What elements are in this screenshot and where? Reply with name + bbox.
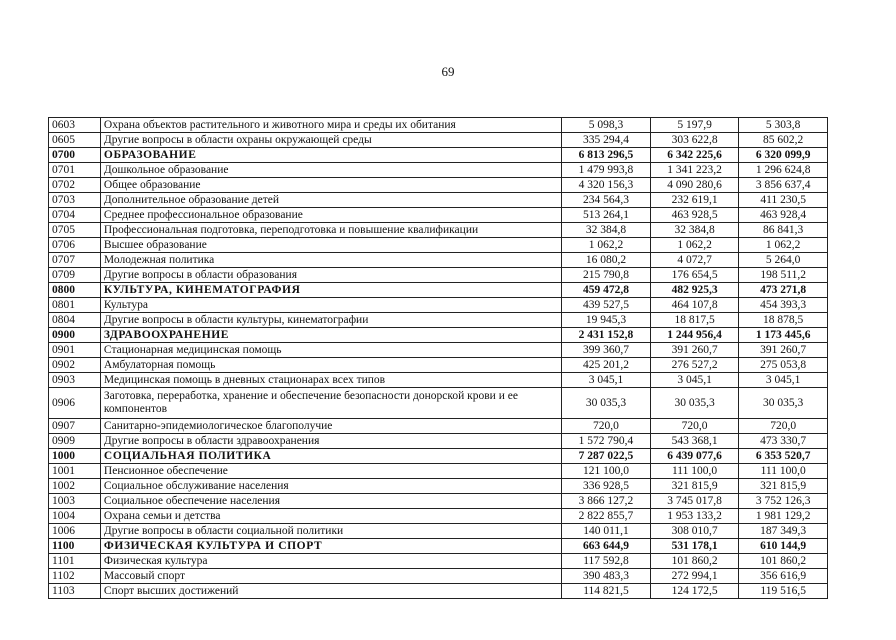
table-row	[49, 268, 828, 283]
name-cell: Санитарно-эпидемиологическое благополучие	[100, 419, 561, 434]
table-row	[49, 283, 828, 298]
value-cell-1: 459 472,8	[562, 283, 651, 298]
value-cell-1: 3 866 127,2	[562, 494, 651, 509]
code-cell: 0704	[49, 208, 101, 223]
value-cell-3: 1 296 624,8	[739, 163, 828, 178]
name-cell: Другие вопросы в области образования	[100, 268, 561, 283]
code-cell: 0605	[49, 133, 101, 148]
table-row	[49, 178, 828, 193]
name-cell: Охрана объектов растительного и животного мира и среды их обитания	[100, 118, 561, 133]
table-row	[49, 193, 828, 208]
value-cell-3: 5 264,0	[739, 253, 828, 268]
value-cell-2: 463 928,5	[650, 208, 739, 223]
name-cell: Стационарная медицинская помощь	[100, 343, 561, 358]
table-row	[49, 509, 828, 524]
table-row	[49, 434, 828, 449]
name-cell: Среднее профессиональное образование	[100, 208, 561, 223]
table-row	[49, 253, 828, 268]
value-cell-2: 303 622,8	[650, 133, 739, 148]
value-cell-2: 101 860,2	[650, 554, 739, 569]
value-cell-2: 272 994,1	[650, 569, 739, 584]
code-cell: 1004	[49, 509, 101, 524]
value-cell-1: 114 821,5	[562, 584, 651, 599]
value-cell-1: 3 045,1	[562, 373, 651, 388]
code-cell: 1006	[49, 524, 101, 539]
value-cell-2: 30 035,3	[650, 388, 739, 419]
name-cell: ОБРАЗОВАНИЕ	[100, 148, 561, 163]
value-cell-1: 215 790,8	[562, 268, 651, 283]
code-cell: 0907	[49, 419, 101, 434]
table-row	[49, 328, 828, 343]
name-cell: Пенсионное обеспечение	[100, 464, 561, 479]
code-cell: 1001	[49, 464, 101, 479]
name-cell: Культура	[100, 298, 561, 313]
table-row	[49, 449, 828, 464]
table-row	[49, 494, 828, 509]
value-cell-3: 3 752 126,3	[739, 494, 828, 509]
value-cell-2: 1 244 956,4	[650, 328, 739, 343]
value-cell-3: 3 045,1	[739, 373, 828, 388]
code-cell: 0603	[49, 118, 101, 133]
name-cell: Спорт высших достижений	[100, 584, 561, 599]
code-cell: 0804	[49, 313, 101, 328]
value-cell-2: 1 062,2	[650, 238, 739, 253]
table-row	[49, 584, 828, 599]
value-cell-1: 30 035,3	[562, 388, 651, 419]
code-cell: 0903	[49, 373, 101, 388]
value-cell-2: 6 439 077,6	[650, 449, 739, 464]
table-row	[49, 133, 828, 148]
value-cell-1: 5 098,3	[562, 118, 651, 133]
value-cell-2: 482 925,3	[650, 283, 739, 298]
value-cell-3: 610 144,9	[739, 539, 828, 554]
value-cell-3: 356 616,9	[739, 569, 828, 584]
name-cell: СОЦИАЛЬНАЯ ПОЛИТИКА	[100, 449, 561, 464]
code-cell: 1102	[49, 569, 101, 584]
value-cell-1: 6 813 296,5	[562, 148, 651, 163]
value-cell-1: 399 360,7	[562, 343, 651, 358]
value-cell-1: 513 264,1	[562, 208, 651, 223]
code-cell: 0706	[49, 238, 101, 253]
name-cell: Другие вопросы в области охраны окружающей среды	[100, 133, 561, 148]
value-cell-2: 6 342 225,6	[650, 148, 739, 163]
value-cell-3: 411 230,5	[739, 193, 828, 208]
value-cell-1: 336 928,5	[562, 479, 651, 494]
name-cell: Дополнительное образование детей	[100, 193, 561, 208]
value-cell-3: 101 860,2	[739, 554, 828, 569]
value-cell-3: 473 271,8	[739, 283, 828, 298]
code-cell: 1003	[49, 494, 101, 509]
name-cell: Общее образование	[100, 178, 561, 193]
value-cell-3: 111 100,0	[739, 464, 828, 479]
table-row	[49, 148, 828, 163]
value-cell-2: 4 090 280,6	[650, 178, 739, 193]
value-cell-2: 3 045,1	[650, 373, 739, 388]
table-row	[49, 298, 828, 313]
name-cell: Другие вопросы в области социальной политики	[100, 524, 561, 539]
value-cell-2: 124 172,5	[650, 584, 739, 599]
value-cell-1: 390 483,3	[562, 569, 651, 584]
name-cell: Другие вопросы в области здравоохранения	[100, 434, 561, 449]
value-cell-3: 275 053,8	[739, 358, 828, 373]
value-cell-3: 119 516,5	[739, 584, 828, 599]
table-row	[49, 524, 828, 539]
code-cell: 0900	[49, 328, 101, 343]
table-row	[49, 464, 828, 479]
value-cell-1: 117 592,8	[562, 554, 651, 569]
table-row	[49, 479, 828, 494]
value-cell-1: 335 294,4	[562, 133, 651, 148]
value-cell-3: 1 981 129,2	[739, 509, 828, 524]
name-cell: Социальное обеспечение населения	[100, 494, 561, 509]
table-row	[49, 358, 828, 373]
value-cell-2: 531 178,1	[650, 539, 739, 554]
table-row	[49, 238, 828, 253]
value-cell-1: 19 945,3	[562, 313, 651, 328]
code-cell: 0700	[49, 148, 101, 163]
value-cell-2: 18 817,5	[650, 313, 739, 328]
value-cell-2: 4 072,7	[650, 253, 739, 268]
value-cell-2: 308 010,7	[650, 524, 739, 539]
code-cell: 1000	[49, 449, 101, 464]
code-cell: 0901	[49, 343, 101, 358]
value-cell-2: 3 745 017,8	[650, 494, 739, 509]
name-cell: Заготовка, переработка, хранение и обеспечение безопасности донорской крови и ее компонентов	[100, 388, 561, 419]
value-cell-1: 2 431 152,8	[562, 328, 651, 343]
table-row	[49, 569, 828, 584]
name-cell: Дошкольное образование	[100, 163, 561, 178]
budget-table	[48, 117, 828, 599]
value-cell-1: 234 564,3	[562, 193, 651, 208]
name-cell: Молодежная политика	[100, 253, 561, 268]
value-cell-2: 720,0	[650, 419, 739, 434]
value-cell-2: 232 619,1	[650, 193, 739, 208]
value-cell-3: 1 173 445,6	[739, 328, 828, 343]
value-cell-2: 464 107,8	[650, 298, 739, 313]
code-cell: 0702	[49, 178, 101, 193]
code-cell: 0902	[49, 358, 101, 373]
code-cell: 1101	[49, 554, 101, 569]
value-cell-1: 1 062,2	[562, 238, 651, 253]
value-cell-3: 198 511,2	[739, 268, 828, 283]
value-cell-3: 5 303,8	[739, 118, 828, 133]
name-cell: Охрана семьи и детства	[100, 509, 561, 524]
code-cell: 0701	[49, 163, 101, 178]
code-cell: 0705	[49, 223, 101, 238]
value-cell-2: 32 384,8	[650, 223, 739, 238]
code-cell: 0801	[49, 298, 101, 313]
table-row	[49, 208, 828, 223]
value-cell-3: 321 815,9	[739, 479, 828, 494]
value-cell-2: 543 368,1	[650, 434, 739, 449]
value-cell-3: 454 393,3	[739, 298, 828, 313]
value-cell-3: 3 856 637,4	[739, 178, 828, 193]
value-cell-3: 6 353 520,7	[739, 449, 828, 464]
code-cell: 0707	[49, 253, 101, 268]
value-cell-1: 439 527,5	[562, 298, 651, 313]
table-row	[49, 388, 828, 419]
name-cell: Профессиональная подготовка, переподготовка и повышение квалификации	[100, 223, 561, 238]
name-cell: Медицинская помощь в дневных стационарах всех типов	[100, 373, 561, 388]
value-cell-1: 663 644,9	[562, 539, 651, 554]
value-cell-3: 30 035,3	[739, 388, 828, 419]
value-cell-3: 463 928,4	[739, 208, 828, 223]
name-cell: Амбулаторная помощь	[100, 358, 561, 373]
name-cell: Социальное обслуживание населения	[100, 479, 561, 494]
value-cell-2: 1 341 223,2	[650, 163, 739, 178]
budget-table-body	[49, 118, 828, 599]
value-cell-3: 1 062,2	[739, 238, 828, 253]
code-cell: 0909	[49, 434, 101, 449]
value-cell-2: 1 953 133,2	[650, 509, 739, 524]
value-cell-1: 720,0	[562, 419, 651, 434]
value-cell-1: 425 201,2	[562, 358, 651, 373]
value-cell-3: 85 602,2	[739, 133, 828, 148]
name-cell: ЗДРАВООХРАНЕНИЕ	[100, 328, 561, 343]
code-cell: 1002	[49, 479, 101, 494]
table-row	[49, 118, 828, 133]
value-cell-1: 121 100,0	[562, 464, 651, 479]
value-cell-2: 391 260,7	[650, 343, 739, 358]
value-cell-3: 18 878,5	[739, 313, 828, 328]
value-cell-2: 276 527,2	[650, 358, 739, 373]
code-cell: 1103	[49, 584, 101, 599]
value-cell-1: 16 080,2	[562, 253, 651, 268]
table-row	[49, 163, 828, 178]
name-cell: КУЛЬТУРА, КИНЕМАТОГРАФИЯ	[100, 283, 561, 298]
value-cell-3: 391 260,7	[739, 343, 828, 358]
name-cell: Массовый спорт	[100, 569, 561, 584]
value-cell-3: 86 841,3	[739, 223, 828, 238]
table-row	[49, 373, 828, 388]
code-cell: 0800	[49, 283, 101, 298]
name-cell: Физическая культура	[100, 554, 561, 569]
value-cell-3: 187 349,3	[739, 524, 828, 539]
value-cell-3: 6 320 099,9	[739, 148, 828, 163]
value-cell-3: 473 330,7	[739, 434, 828, 449]
table-row	[49, 539, 828, 554]
page-number: 69	[441, 64, 455, 79]
value-cell-3: 720,0	[739, 419, 828, 434]
value-cell-2: 5 197,9	[650, 118, 739, 133]
value-cell-2: 111 100,0	[650, 464, 739, 479]
code-cell: 0703	[49, 193, 101, 208]
table-row	[49, 419, 828, 434]
code-cell: 1100	[49, 539, 101, 554]
value-cell-1: 1 572 790,4	[562, 434, 651, 449]
table-row	[49, 223, 828, 238]
value-cell-1: 140 011,1	[562, 524, 651, 539]
value-cell-1: 1 479 993,8	[562, 163, 651, 178]
value-cell-1: 4 320 156,3	[562, 178, 651, 193]
table-row	[49, 554, 828, 569]
name-cell: ФИЗИЧЕСКАЯ КУЛЬТУРА И СПОРТ	[100, 539, 561, 554]
value-cell-1: 32 384,8	[562, 223, 651, 238]
name-cell: Другие вопросы в области культуры, кинематографии	[100, 313, 561, 328]
code-cell: 0906	[49, 388, 101, 419]
value-cell-1: 2 822 855,7	[562, 509, 651, 524]
table-row	[49, 313, 828, 328]
code-cell: 0709	[49, 268, 101, 283]
value-cell-2: 321 815,9	[650, 479, 739, 494]
value-cell-1: 7 287 022,5	[562, 449, 651, 464]
value-cell-2: 176 654,5	[650, 268, 739, 283]
name-cell: Высшее образование	[100, 238, 561, 253]
table-row	[49, 343, 828, 358]
